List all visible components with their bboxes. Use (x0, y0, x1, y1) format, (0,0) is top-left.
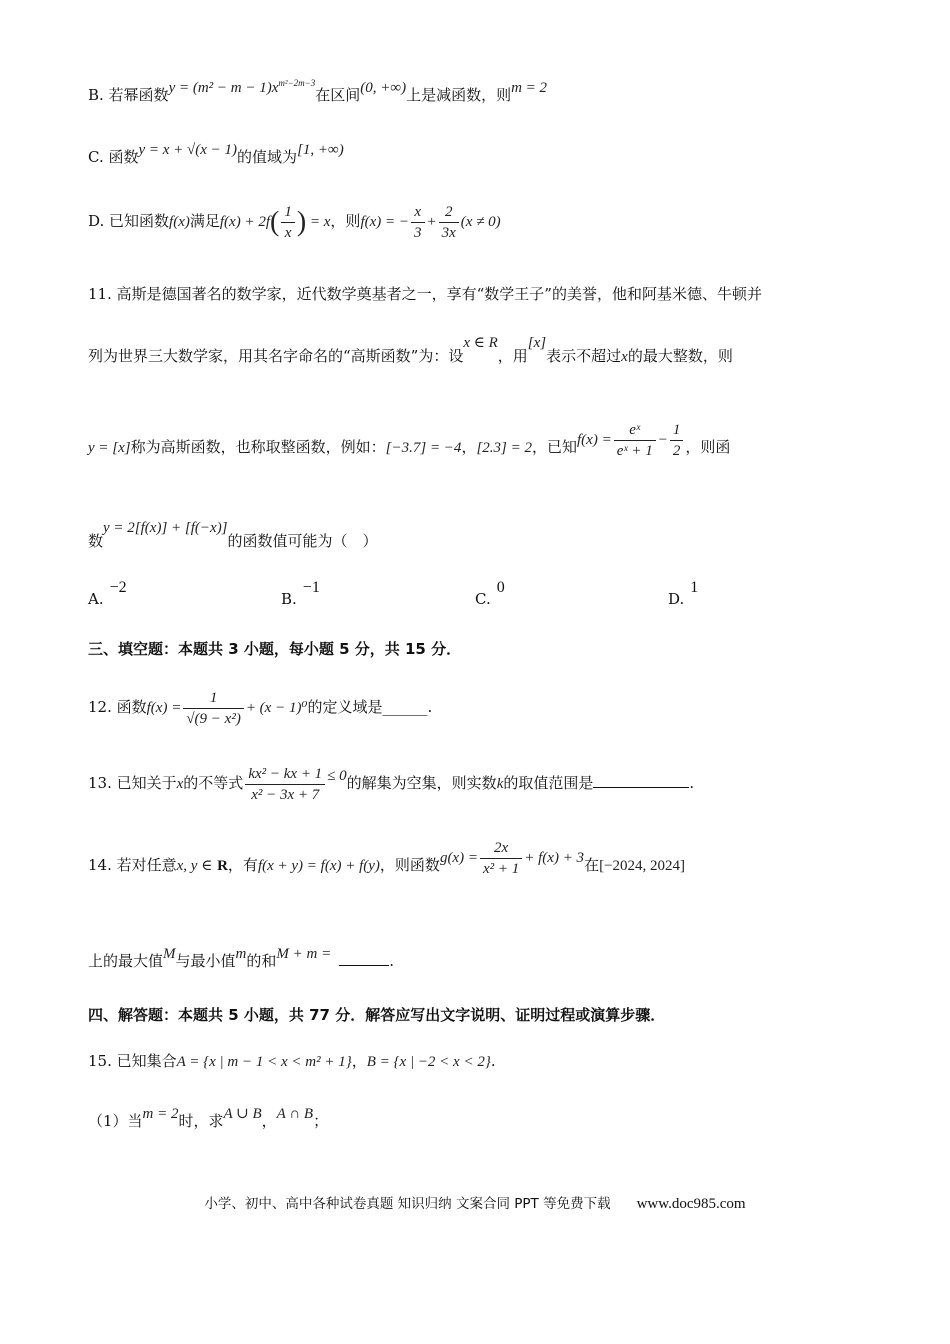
option-b-line (88, 78, 548, 105)
union-expr: A ∪ B (223, 1106, 262, 1122)
option-c-mid: 的值域为 (237, 148, 298, 166)
option-b-result: m = 2 (511, 80, 548, 96)
option-d-mid: 满足 (189, 211, 220, 230)
q14-line2: 上的最大值M与最小值m的和M + m = . (88, 946, 394, 970)
footer-text: 小学、初中、高中各种试卷真题 知识归纳 文案合同 PPT 等免费下载 (204, 1196, 611, 1212)
example-1: [−3.7] = −4 (385, 439, 462, 456)
q11-option-d[interactable]: D.1 (668, 579, 699, 608)
solution-expr: f(x) = − $\frac{x}{3}$ + $\frac{2}{3x}$ (x ≠ 0) (360, 204, 501, 241)
option-d-prefix: D. 已知函数 (88, 211, 170, 230)
q15-part1: （1）当m = 2时，求A ∪ B，A ∩ B； (88, 1106, 329, 1130)
option-b-suffix: 上是减函数，则 (406, 86, 512, 104)
section-3-heading: 三、填空题：本题共 3 小题，每小题 5 分，共 15 分． (88, 640, 462, 658)
var-x: x (176, 775, 184, 792)
option-d-line (88, 202, 501, 243)
power-function-expr: $y = (m^2 - m - 1)x^{m^2-2m-3}$ (168, 78, 316, 96)
q14-interval: [−2024, 2024] (599, 857, 686, 874)
footer-url[interactable]: www.doc985.com (636, 1196, 746, 1212)
q14-answer-blank[interactable] (339, 951, 389, 966)
q11-line2: 列为世界三大数学家，用其名字命名的“高斯函数”为：设x ∈ R，用[x]表示不超过x的最大整数，则 (88, 335, 733, 365)
section-4-heading: 四、解答题：本题共 5 小题，共 77 分．解答应写出文字说明、证明过程或演算步骤． (88, 1006, 666, 1024)
option-d-sep: ，则 (330, 211, 361, 230)
g-definition: g(x) = $\frac{2x}{\text{x² + 1}}$ + f(x) + 3 (439, 840, 585, 877)
option-c-line (88, 142, 344, 167)
q12-line: 12. 函数f(x) = $\frac{1}{\text{√(9 − x²)}}$ + (x − 1)⁰的定义域是______. (88, 690, 433, 727)
option-b-prefix: B. 若幂函数 (88, 86, 169, 104)
q14-vars: x, y ∈ (176, 857, 213, 874)
intersection-expr: A ∩ B (276, 1106, 314, 1122)
q11-line1: 11. 高斯是德国著名的数学家，近代数学奠基者之一，享有“数学王子”的美誉，他和阿基米德、牛顿并 (88, 285, 762, 303)
option-b-mid: 在区间 (315, 86, 361, 104)
q11-line4: 数y = 2[f(x)] + [f(−x)]的函数值可能为（ ） (88, 520, 378, 550)
q11-option-c[interactable]: C.0 (475, 579, 505, 608)
page-footer (0, 1192, 950, 1213)
var-x: x (621, 349, 628, 365)
set-A-expr: A = {x | m − 1 < x < m² + 1} (176, 1054, 352, 1070)
fx-expr: f(x) (169, 213, 190, 230)
q11-option-b[interactable]: B.−1 (281, 579, 320, 608)
example-2: [2.3] = 2 (476, 439, 532, 456)
gauss-function-expr: y = [x] (88, 439, 131, 456)
q12-function-expr: f(x) = $\frac{1}{\text{√(9 − x²)}}$ + (x − 1)⁰ (146, 690, 308, 727)
q13-inequality: $\frac{\text{kx² − kx + 1}}{\text{x² − 3x + 7}}$ ≤ 0 (243, 776, 346, 792)
floor-bracket-expr: [x] (527, 335, 547, 351)
interval-expr: (0, +∞) (360, 80, 407, 96)
sum-expr: M + m = (276, 946, 332, 962)
q11-option-a[interactable]: A.−2 (88, 579, 127, 608)
sqrt-function-expr: y = x + √(x − 1) (138, 142, 238, 158)
range-expr: [1, +∞) (297, 142, 344, 158)
q15-line: 15. 已知集合A = {x | m − 1 < x < m² + 1}，B = {x | −2 < x < 2}. (88, 1052, 496, 1070)
q13-answer-blank[interactable] (593, 773, 689, 788)
set-B-expr: B = {x | −2 < x < 2} (366, 1054, 491, 1070)
m-equals-2: m = 2 (142, 1106, 179, 1122)
var-k: k (496, 775, 504, 792)
q13-line: 13. 已知关于x的不等式 $\frac{\text{kx² − kx + 1}}{\text{x² − 3x + 7}}$ ≤ 0的解集为空集，则实数k的取值范围是 . (88, 766, 695, 803)
var-m: m (235, 946, 247, 962)
functional-equation: f(x) + 2f( $\frac{1}{x}$ ) = x (219, 204, 331, 241)
q11-line3: y = [x]称为高斯函数，也称取整函数，例如：[−3.7] = −4，[2.3] = 2，已知f(x) = $\frac{\text{eˣ}}{\text{eˣ + 1}}$ − $\frac{1}{2}$ ，则函 (88, 422, 731, 459)
option-c-prefix: C. 函数 (88, 148, 139, 166)
var-M: M (163, 946, 176, 962)
y-combined-expr: y = 2[f(x)] + [f(−x)] (103, 520, 228, 536)
q14-line1: 14. 若对任意x, y ∈ R，有f(x + y) = f(x) + f(y)，则函数g(x) = $\frac{2x}{\text{x² + 1}}$ + f(x) + 3在[−2024, 2024] (88, 840, 686, 877)
cauchy-equation: f(x + y) = f(x) + f(y) (257, 857, 380, 874)
f-definition: f(x) = $\frac{\text{eˣ}}{\text{eˣ + 1}}$ − $\frac{1}{2}$ (577, 432, 685, 448)
x-in-R-expr: x ∈ R (463, 335, 498, 351)
